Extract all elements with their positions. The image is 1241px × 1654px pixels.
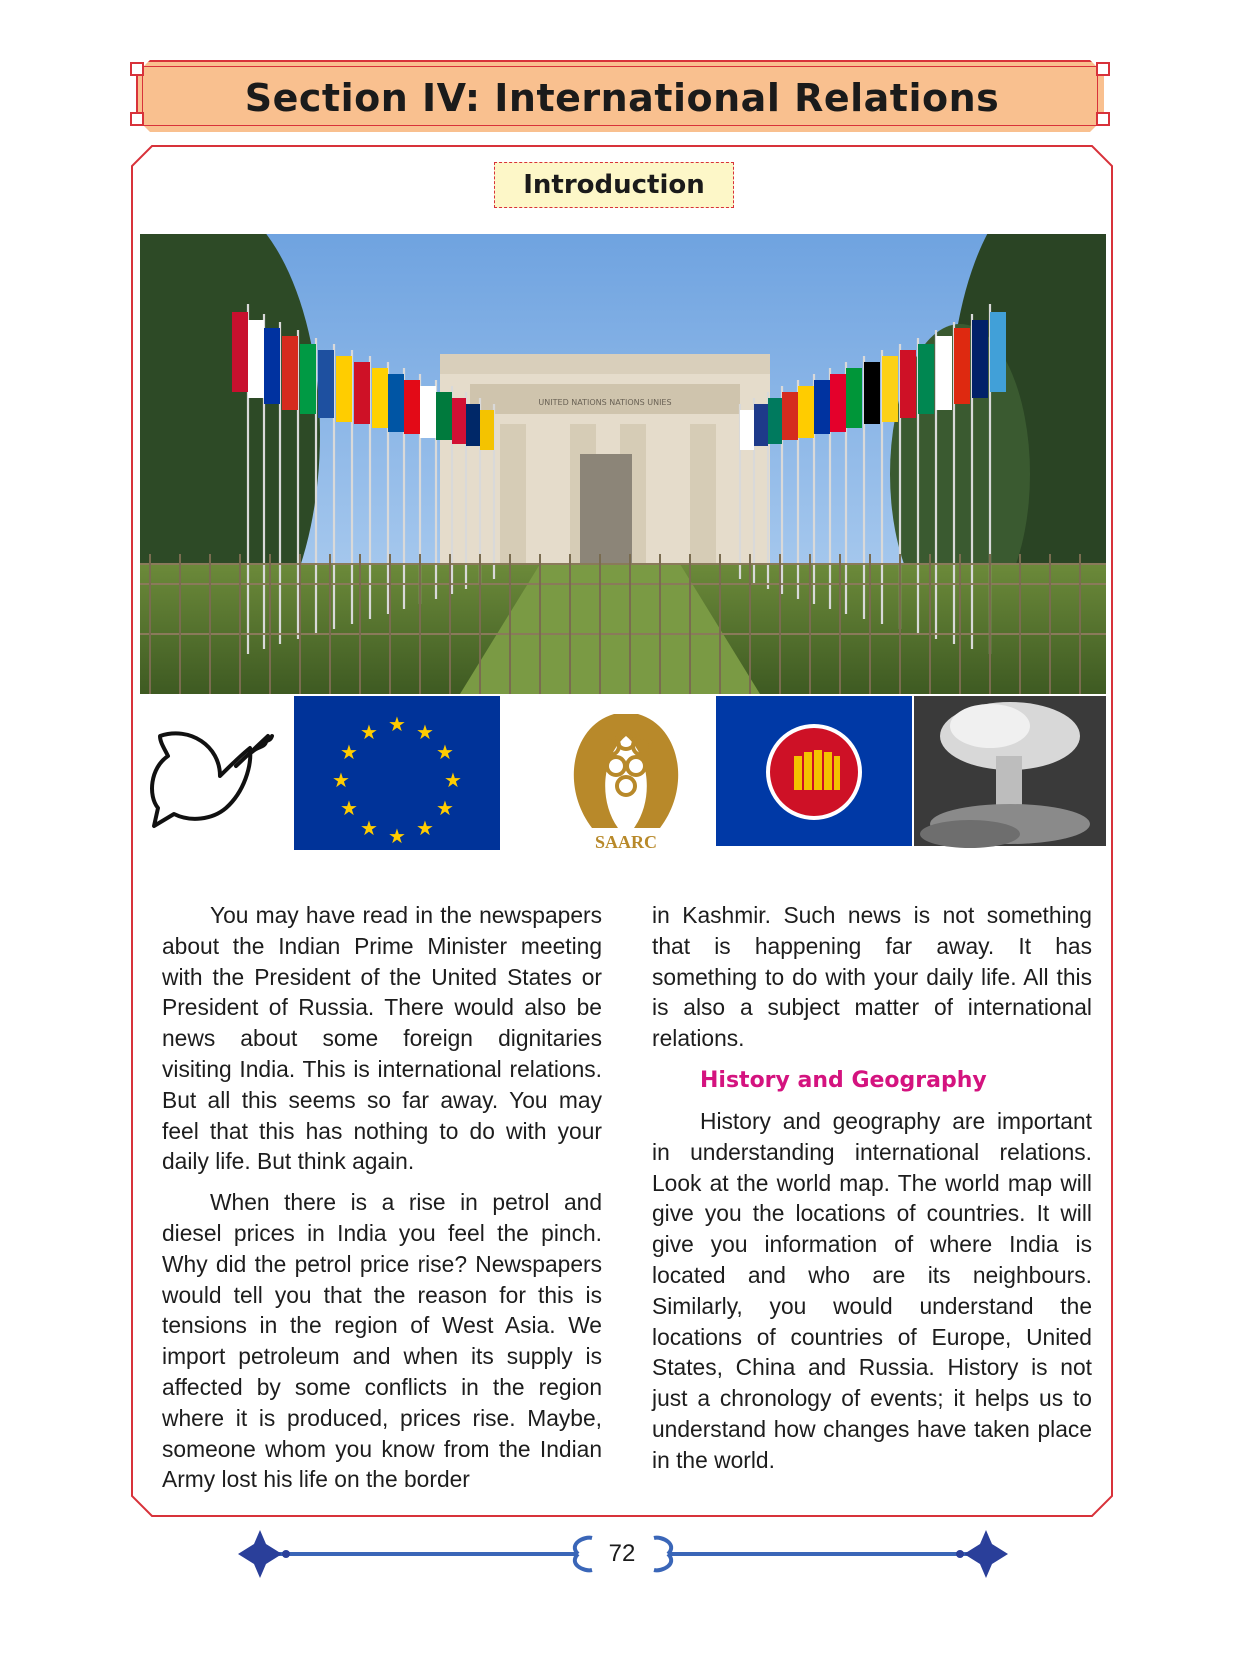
right-column <box>652 900 1092 1486</box>
introduction-label: Introduction <box>494 162 734 208</box>
paragraph: History and geography are important in understanding international relations. Look at the world map. The world map will give you the locations of countries. It will give you information of where India is located and who are its neighbours. Similarly, you would understand the locations of countries of Europe, United States, China and Russia. History is not just a chronology of events; it helps us to understand how changes have taken place in the world. <box>652 1107 1092 1473</box>
svg-text:★: ★ <box>332 768 350 792</box>
section-subheading: History and Geography <box>700 1067 987 1093</box>
saarc-label: SAARC <box>594 832 658 852</box>
left-flourish-icon <box>238 1530 290 1578</box>
svg-text:★: ★ <box>388 712 406 736</box>
paragraph: in Kashmir. Such news is not something that is happening far away. It has something to do with your daily life. All this is also a subject matter of international relations. <box>652 902 1092 1052</box>
united-nations-photo <box>140 234 1106 694</box>
emblem-strip <box>140 696 1106 852</box>
svg-text:★: ★ <box>416 720 434 744</box>
left-column <box>162 900 602 1505</box>
page-number: 72 <box>608 1540 636 1567</box>
svg-text:★: ★ <box>388 824 406 848</box>
saarc-emblem-icon <box>574 714 678 852</box>
svg-text:★: ★ <box>436 740 454 764</box>
svg-text:★: ★ <box>436 796 454 820</box>
peace-dove-icon <box>152 733 272 826</box>
svg-text:★: ★ <box>360 816 378 840</box>
paragraph: When there is a rise in petrol and diesel prices in India you feel the pinch. Why did the petrol price rise? Newspapers would tell you that the reason for this is tensions in the region of West Asia. We import petroleum and when its supply is affected by some conflicts in the region where it is produced, prices rise. Maybe, someone whom you know from the Indian Army lost his life on the border <box>162 1189 602 1493</box>
building-sign: UNITED NATIONS NATIONS UNIES <box>538 398 672 407</box>
paragraph: You may have read in the newspapers about the Indian Prime Minister meeting with the President of the United States or President of Russia. There would also be news about some foreign dignitaries visiting India. This is international relations. But all this seems so far away. You may feel that this has nothing to do with your daily life. But think again. <box>162 902 602 1175</box>
svg-text:★: ★ <box>340 740 358 764</box>
mushroom-cloud-icon <box>914 696 1106 848</box>
right-flourish-icon <box>956 1530 1008 1578</box>
asean-flag-icon <box>716 696 912 846</box>
european-union-flag-icon <box>294 696 500 850</box>
svg-text:★: ★ <box>340 796 358 820</box>
svg-text:★: ★ <box>416 816 434 840</box>
svg-text:★: ★ <box>360 720 378 744</box>
page-title: Section IV: International Relations <box>244 76 1000 120</box>
svg-text:★: ★ <box>444 768 462 792</box>
